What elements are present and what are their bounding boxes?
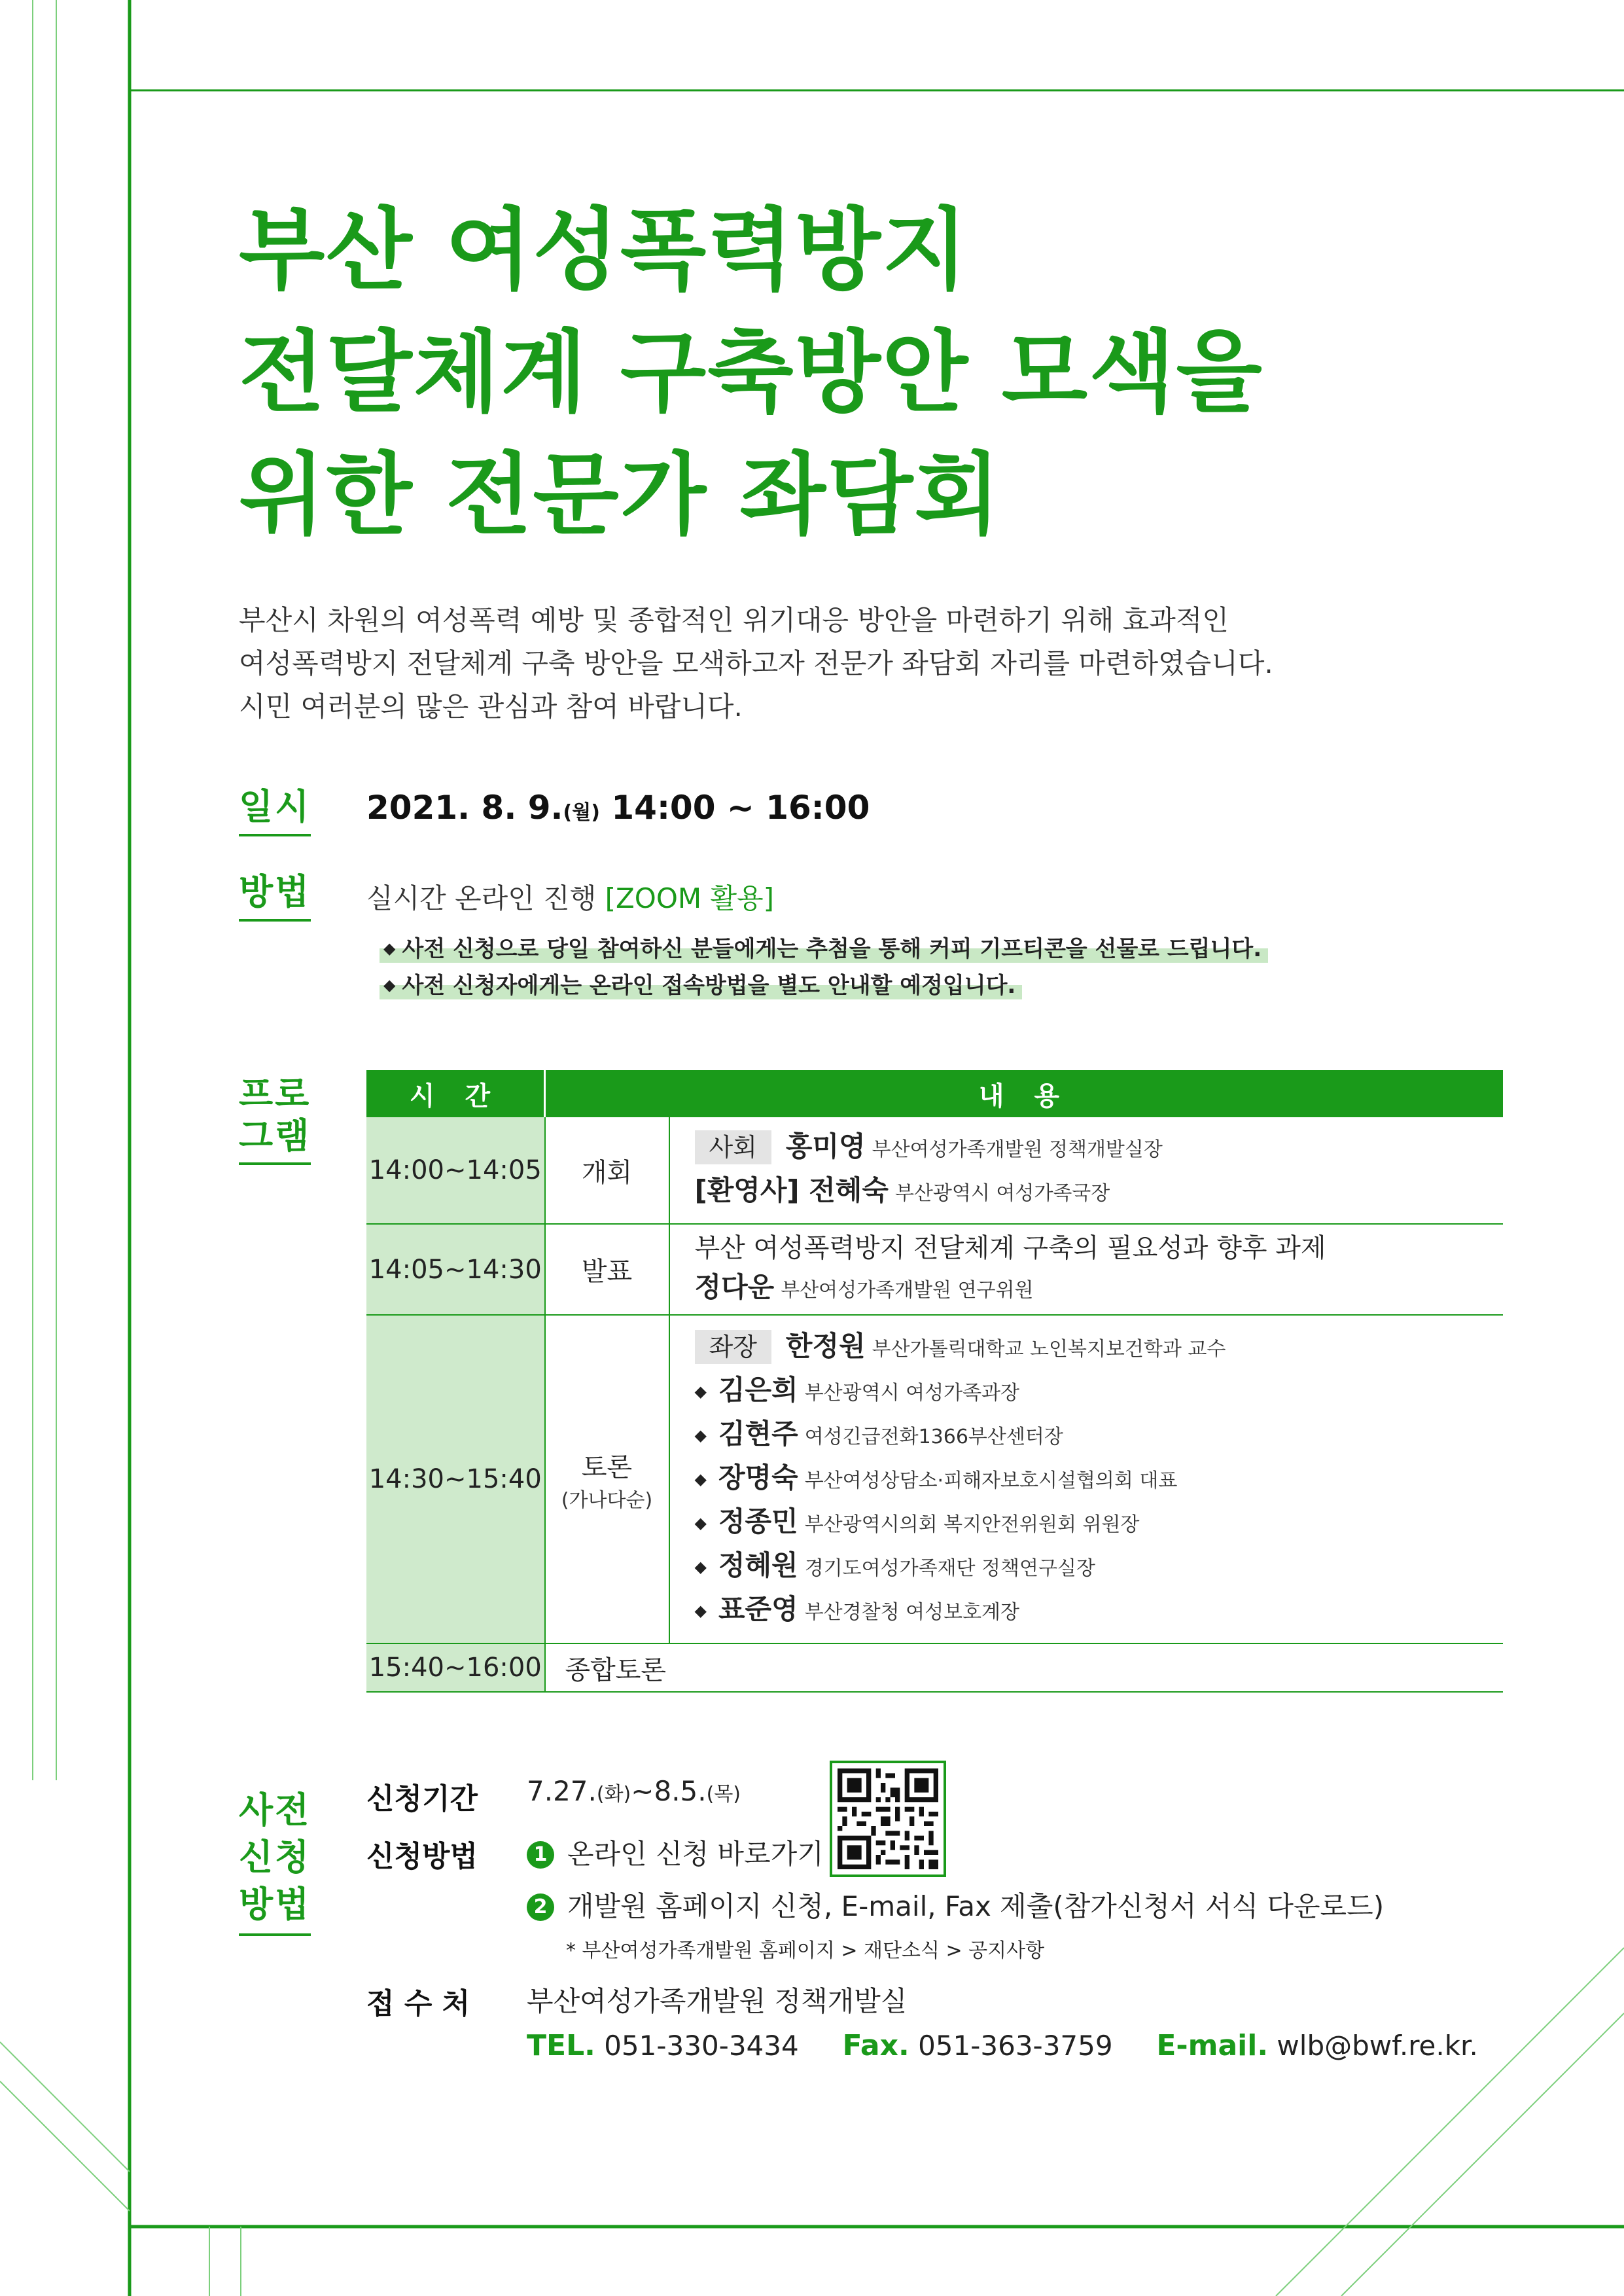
diamond-bullet-icon: ◆ <box>694 1426 707 1444</box>
option-text: 개발원 홈페이지 신청, E-mail, Fax 제출(참가신청서 서식 다운로드) <box>567 1890 1385 1922</box>
kind-sub-label: (가나다순) <box>561 1488 653 1512</box>
title-line-2: 전달체계 구축방안 모색을 <box>239 321 1263 425</box>
content-line <box>695 1170 1504 1214</box>
note-text: 사전 신청자에게는 온라인 접속방법을 별도 안내할 예정입니다. <box>402 973 1016 999</box>
person-org: 부산여성가족개발원 정책개발실장 <box>872 1138 1163 1161</box>
person-name: 정종민 <box>718 1505 798 1537</box>
panelist <box>695 1458 1504 1501</box>
title-line-1: 부산 여성폭력방지 <box>239 199 970 302</box>
method-note-1 <box>380 931 1268 963</box>
email-value[interactable]: wlb@bwf.re.kr. <box>1277 2030 1478 2062</box>
content-line <box>695 1268 1504 1310</box>
row-content <box>669 1315 1504 1643</box>
method-text <box>366 877 774 916</box>
schedule-time: 14:00 ~ 16:00 <box>599 789 870 827</box>
diamond-bullet-icon: ◆ <box>694 1601 707 1620</box>
person-org: 부산광역시의회 복지안전위원회 위원장 <box>804 1513 1140 1536</box>
row-kind <box>545 1315 669 1643</box>
program-label-line: 프로 <box>239 1073 311 1115</box>
content-line <box>695 1326 1504 1370</box>
row-kind: 종합토론 <box>545 1643 1504 1692</box>
title-line-3: 위한 전문가 좌담회 <box>239 444 1002 547</box>
registration-label <box>239 1787 311 1936</box>
row-kind: 발표 <box>545 1224 669 1315</box>
table-row <box>366 1315 1503 1643</box>
person-org: 부산여성가족개발원 연구위원 <box>781 1279 1034 1302</box>
role-tag: 사회 <box>695 1130 771 1164</box>
diamond-bullet-icon: ◆ <box>694 1513 707 1532</box>
person-org: 부산가톨릭대학교 노인복지보건학과 교수 <box>872 1337 1226 1361</box>
person-name: 정다운 <box>694 1271 775 1303</box>
tel-label: TEL. <box>527 2029 595 2062</box>
registration-option-1[interactable] <box>527 1833 824 1872</box>
number-two-icon: 2 <box>527 1893 554 1921</box>
person-name: 김현주 <box>718 1417 798 1450</box>
row-time: 15:40~16:00 <box>366 1643 545 1692</box>
person-name: 표준영 <box>718 1592 798 1625</box>
person-org: 부산광역시 여성가족과장 <box>804 1381 1020 1405</box>
schedule-date: 2021. 8. 9. <box>366 789 563 827</box>
person-name: 정혜원 <box>718 1549 798 1581</box>
person-org: 부산여성상담소·피해자보호시설협의회 대표 <box>804 1469 1178 1492</box>
fax-label: Fax. <box>842 2029 909 2062</box>
path-note: * 부산여성가족개발원 홈페이지 > 재단소식 > 공지사항 <box>566 1939 1045 1962</box>
program-label <box>239 1073 311 1165</box>
intro-text <box>239 599 1273 728</box>
method-platform: [ZOOM 활용] <box>605 882 775 914</box>
panelist <box>695 1501 1504 1545</box>
intro-line: 부산시 차원의 여성폭력 예방 및 종합적인 위기대응 방안을 마련하기 위해 효과적인 <box>239 604 1229 636</box>
person-org: 경기도여성가족재단 정책연구실장 <box>804 1556 1095 1580</box>
person-name: 홍미영 <box>785 1130 866 1162</box>
person-name: 한정원 <box>785 1329 866 1362</box>
header-time: 시 간 <box>366 1070 545 1117</box>
method-label-registration: 신청방법 <box>366 1840 478 1873</box>
fax-value: 051-363-3759 <box>918 2030 1113 2062</box>
method-note-2 <box>380 967 1022 999</box>
diamond-bullet-icon: ◆ <box>694 1469 707 1488</box>
registration-option-2 <box>527 1885 1384 1924</box>
person-org: 여성긴급전화1366부산센터장 <box>804 1425 1063 1448</box>
email-label: E-mail. <box>1156 2029 1269 2062</box>
row-time: 14:00~14:05 <box>366 1117 545 1224</box>
office-label: 접 수 처 <box>366 1987 470 2020</box>
schedule-datetime <box>366 789 870 827</box>
period-end-day: (목) <box>706 1783 741 1806</box>
role-tag: 좌장 <box>695 1330 771 1364</box>
diamond-bullet-icon: ◆ <box>694 1557 707 1576</box>
option-text: 온라인 신청 바로가기 <box>567 1838 824 1870</box>
registration-label-line: 방법 <box>239 1884 311 1925</box>
panelist <box>695 1589 1504 1633</box>
tel-value: 051-330-3434 <box>604 2030 799 2062</box>
person-org: 부산광역시 여성가족국장 <box>894 1182 1110 1205</box>
number-one-icon: 1 <box>527 1841 554 1869</box>
row-content <box>669 1117 1504 1224</box>
qr-code[interactable] <box>830 1761 946 1877</box>
person-name: 김은희 <box>718 1373 798 1406</box>
period-sep: ~ <box>631 1775 654 1807</box>
note-text: 사전 신청으로 당일 참여하신 분들에게는 추첨을 통해 커피 기프티콘을 선물로 드립니다. <box>402 936 1262 962</box>
panelist <box>695 1370 1504 1414</box>
schedule-label: 일시 <box>239 785 311 836</box>
header-content: 내 용 <box>545 1070 1504 1117</box>
intro-line: 여성폭력방지 전달체계 구축 방안을 모색하고자 전문가 좌담회 자리를 마련하였습니다. <box>239 647 1273 679</box>
diamond-bullet-icon: ◆ <box>383 939 396 958</box>
period-end: 8.5. <box>654 1775 707 1807</box>
period-label: 신청기간 <box>366 1782 478 1816</box>
table-header-row <box>366 1070 1503 1117</box>
diamond-bullet-icon: ◆ <box>383 976 396 994</box>
person-name: [환영사] 전혜숙 <box>694 1174 889 1206</box>
panelist <box>695 1414 1504 1458</box>
content-line <box>695 1126 1504 1170</box>
intro-line: 시민 여러분의 많은 관심과 참여 바랍니다. <box>239 691 743 723</box>
row-content <box>669 1224 1504 1315</box>
method-description: 실시간 온라인 진행 <box>366 882 605 914</box>
row-time: 14:05~14:30 <box>366 1224 545 1315</box>
table-row <box>366 1117 1503 1224</box>
table-row <box>366 1224 1503 1315</box>
registration-label-line: 신청 <box>239 1837 311 1878</box>
panelist <box>695 1545 1504 1589</box>
schedule-weekday: (월) <box>563 801 600 824</box>
period-value <box>527 1775 741 1807</box>
person-org: 부산경찰청 여성보호계장 <box>804 1600 1020 1624</box>
row-kind: 개회 <box>545 1117 669 1224</box>
office-value: 부산여성가족개발원 정책개발실 <box>527 1985 908 2017</box>
contact-info <box>527 2029 1478 2062</box>
period-start: 7.27. <box>527 1775 597 1807</box>
program-table <box>366 1070 1503 1693</box>
period-start-day: (화) <box>596 1783 631 1806</box>
method-label: 방법 <box>239 870 311 922</box>
diamond-bullet-icon: ◆ <box>694 1382 707 1401</box>
presentation-title: 부산 여성폭력방지 전달체계 구축의 필요성과 향후 과제 <box>694 1233 1326 1263</box>
kind-label: 토론 <box>581 1452 633 1482</box>
qr-code-icon <box>838 1768 938 1869</box>
person-name: 장명숙 <box>718 1461 798 1494</box>
program-label-line: 그램 <box>239 1115 311 1157</box>
row-time: 14:30~15:40 <box>366 1315 545 1643</box>
registration-label-line: 사전 <box>239 1789 311 1831</box>
table-row <box>366 1643 1503 1692</box>
